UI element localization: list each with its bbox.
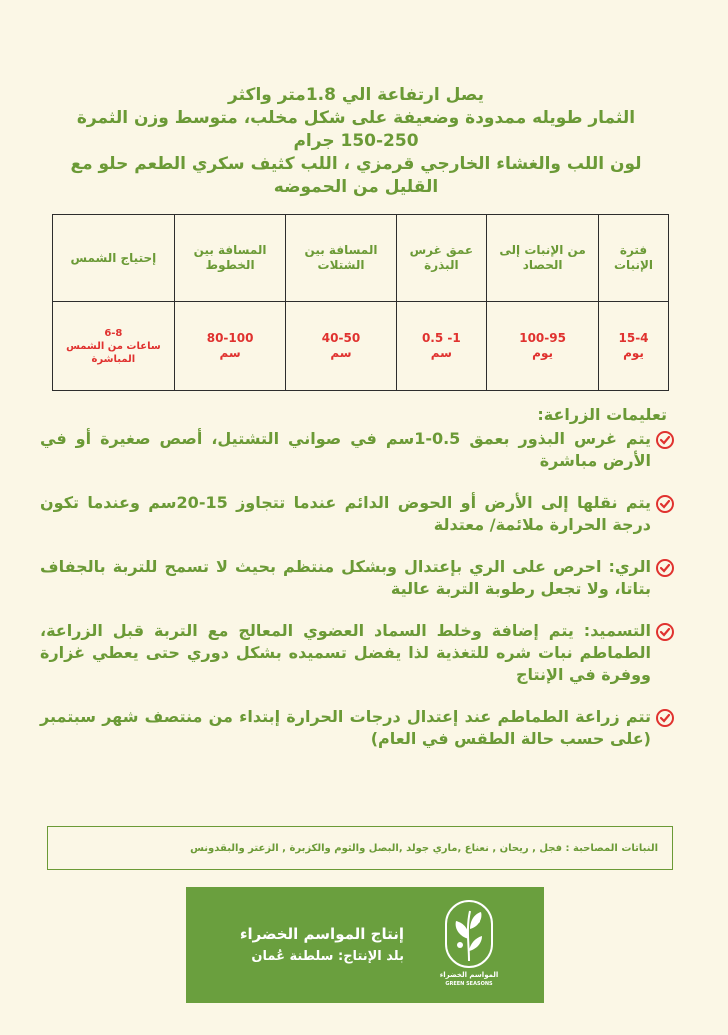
check-circle-icon bbox=[655, 430, 675, 450]
instruction-text: التسميد: يتم إضافة وخلط السماد العضوي المعالج مع التربة قبل الزراعة، الطماطم نبات شره للتغذية لذا يفضل تسميده بشكل دوري حتى يعطي غزارة ووفرة في الإنتاج bbox=[40, 621, 651, 684]
flesh-color-line: لون اللب والغشاء الخارجي قرمزي ، اللب كثيف سكري الطعم حلو مع bbox=[70, 154, 642, 174]
leaf-logo-icon bbox=[436, 899, 502, 969]
cell-number: 15-4 bbox=[618, 331, 649, 345]
table-header: المسافة بين الشتلات bbox=[286, 215, 396, 302]
cell-unit: ساعات من الشمس المباشرة bbox=[66, 340, 161, 365]
table-header: إحتياج الشمس bbox=[53, 215, 175, 302]
producer-banner bbox=[186, 887, 544, 1003]
check-circle-icon bbox=[655, 708, 675, 728]
instruction-text: يتم نقلها إلى الأرض أو الحوض الدائم عندما تتجاوز 15-20سم وعندما تكون درجة الحرارة ملائمة/ معتدلة bbox=[40, 493, 652, 534]
fruit-shape-line: الثمار طويله ممدودة وضعيفة على شكل مخلب، متوسط وزن الثمرة bbox=[76, 108, 636, 128]
logo-subtext: GREEN SEASONS bbox=[445, 981, 493, 987]
table-header-row bbox=[53, 215, 669, 302]
cell-unit: يوم bbox=[623, 346, 644, 360]
table-header: فترة الإنبات bbox=[599, 215, 669, 302]
table-cell bbox=[396, 302, 487, 391]
table-row bbox=[53, 302, 669, 391]
check-circle-icon bbox=[655, 558, 675, 578]
table-cell bbox=[53, 302, 175, 391]
cell-number: 80-100 bbox=[206, 331, 254, 345]
list-item bbox=[40, 620, 675, 686]
check-circle-icon bbox=[655, 494, 675, 514]
table-header: المسافة بين الخطوط bbox=[174, 215, 286, 302]
cell-number: 100-95 bbox=[519, 331, 566, 345]
growing-specs-table bbox=[52, 214, 669, 391]
producer-title: إنتاج المواسم الخضراء bbox=[239, 925, 404, 943]
instructions-title: تعليمات الزراعة: bbox=[537, 405, 667, 424]
table-cell bbox=[599, 302, 669, 391]
origin-country: بلد الإنتاج: سلطنة عُمان bbox=[251, 949, 404, 964]
list-item bbox=[40, 492, 675, 536]
height-line: يصل ارتفاعة الي 1.8متر واكثر bbox=[228, 85, 484, 105]
logo-text: المواسم الخضراء bbox=[439, 971, 499, 979]
planting-instructions bbox=[40, 404, 675, 750]
cell-unit: يوم bbox=[532, 346, 553, 360]
instruction-text: يتم غرس البذور بعمق 0.5-1سم في صواني التشتيل، أصص صغيرة أو في الأرض مباشرة bbox=[40, 429, 651, 470]
fruit-weight-line: 150-250 جرام bbox=[293, 131, 419, 151]
table-cell bbox=[174, 302, 286, 391]
table-cell bbox=[487, 302, 599, 391]
list-item bbox=[40, 556, 675, 600]
table-cell bbox=[286, 302, 396, 391]
instruction-text: الري: احرص على الري بإعتدال وبشكل منتظم بحيث لا تسمح للتربة بالجفاف بتاتا، ولا تجعل رطوبة التربة عالية bbox=[40, 557, 651, 598]
instruction-text: تتم زراعة الطماطم عند إعتدال درجات الحرارة إبتداء من منتصف شهر سبتمبر (على حسب حالة الطقس في العام) bbox=[40, 707, 651, 748]
cell-number: 6-8 bbox=[104, 327, 123, 339]
companion-plants-text: النباتات المصاحبة : فجل , ريحان , نعناع ,ماري جولد ,البصل والثوم والكزبرة , الزعتر والبقدونس bbox=[190, 842, 658, 854]
cell-number: 40-50 bbox=[321, 331, 361, 345]
list-item bbox=[40, 706, 675, 750]
variety-description bbox=[40, 84, 672, 199]
green-seasons-logo bbox=[436, 899, 502, 989]
list-item bbox=[40, 428, 675, 472]
cell-number: 1- 0.5 bbox=[421, 331, 461, 345]
cell-unit: سم bbox=[330, 346, 352, 360]
companion-plants-box bbox=[47, 826, 673, 870]
check-circle-icon bbox=[655, 622, 675, 642]
cell-unit: سم bbox=[430, 346, 452, 360]
table-header: عمق غرس البذرة bbox=[396, 215, 487, 302]
table-header: من الإنبات إلى الحصاد bbox=[487, 215, 599, 302]
cell-unit: سم bbox=[219, 346, 241, 360]
taste-line: القليل من الحموضه bbox=[273, 177, 439, 197]
